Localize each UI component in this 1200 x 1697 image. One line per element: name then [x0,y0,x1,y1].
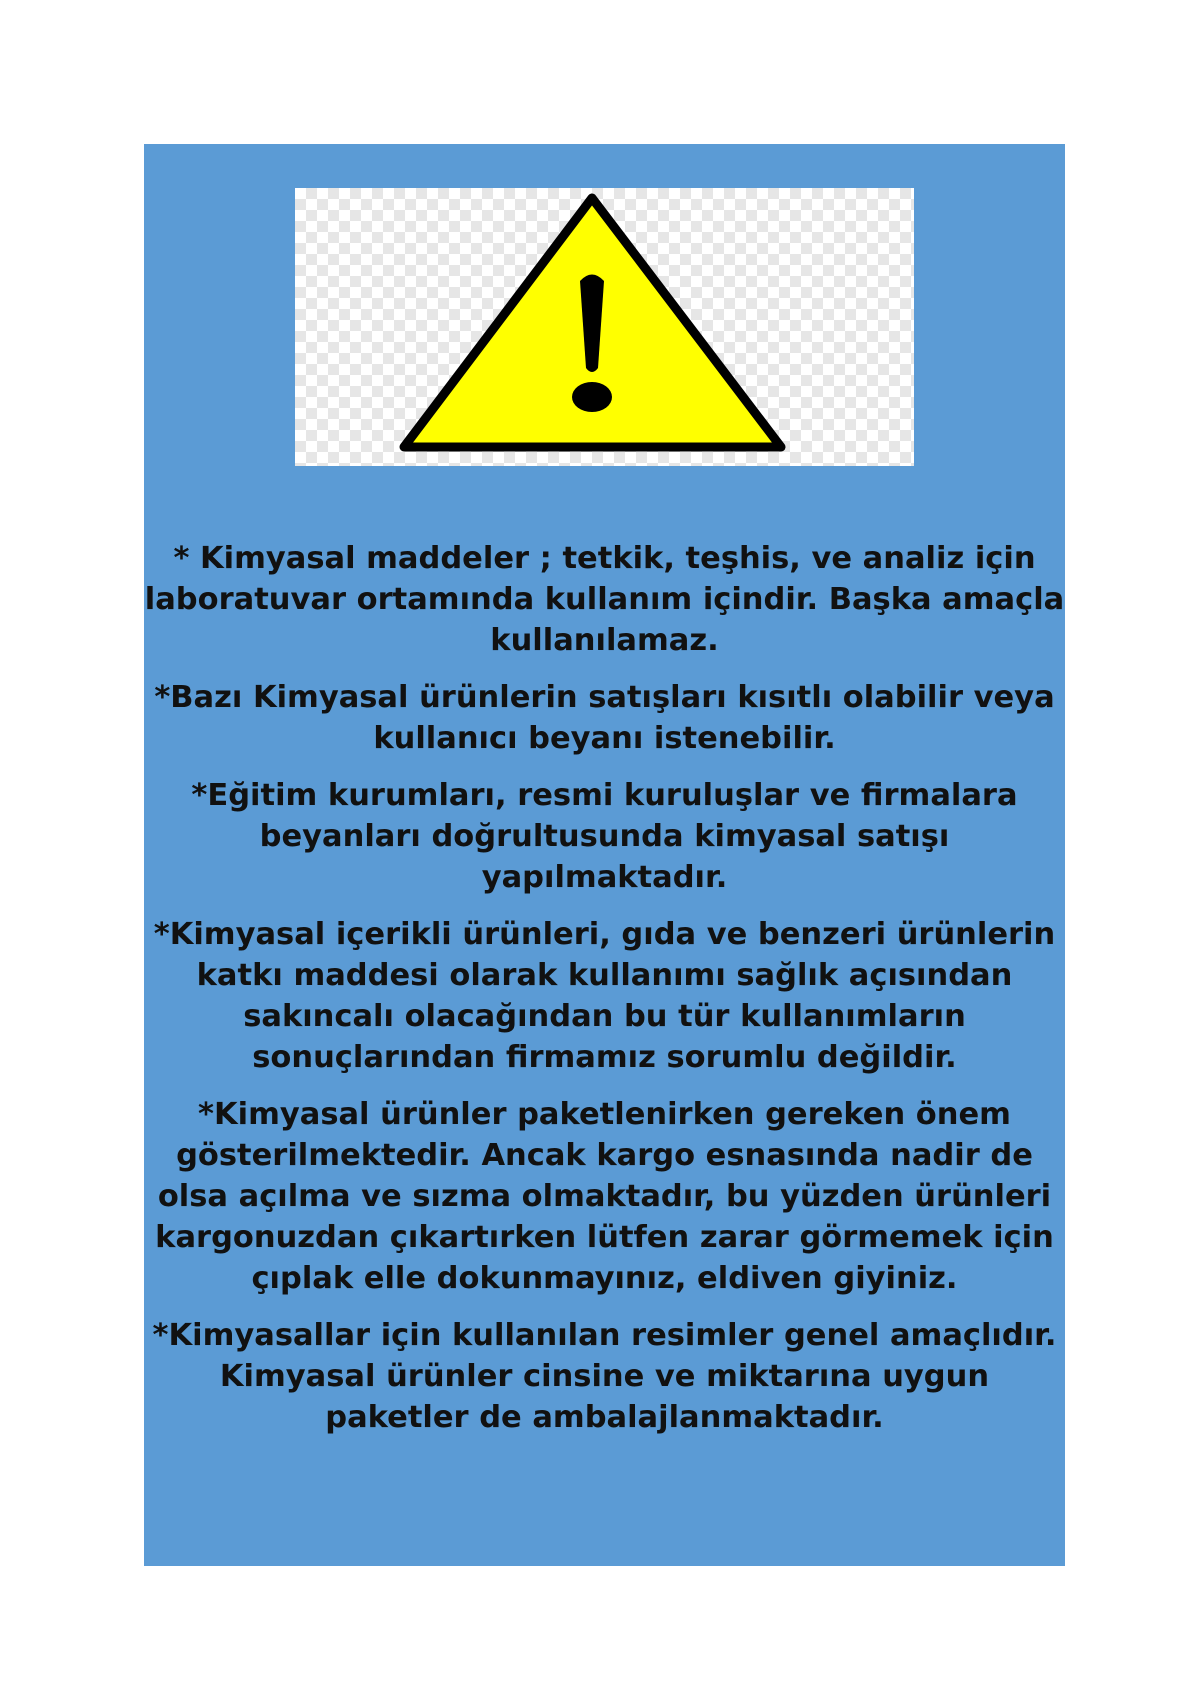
warning-sign-image [295,188,914,466]
notice-paragraph-6: *Kimyasallar için kullanılan resimler genel amaçlıdır. Kimyasal ürünler cinsine ve miktarına uygun paketler de ambalajlanmaktadır. [152,1318,1057,1435]
warning-triangle-exclamation-icon [295,188,914,466]
notice-paragraph-1: * Kimyasal maddeler ; tetkik, teşhis, ve analiz için laboratuvar ortamında kullanım içindir. Başka amaçla kullanılamaz. [144,541,1065,658]
notice-paragraph-4: *Kimyasal içerikli ürünleri, gıda ve benzeri ürünlerin katkı maddesi olarak kullanımı sağlık açısından sakıncalı olacağından bu tür kullanımların sonuçlarından firmamız sorumlu değildir. [153,917,1056,1075]
notice-paragraph-2: *Bazı Kimyasal ürünlerin satışları kısıtlı olabilir veya kullanıcı beyanı istenebilir. [154,680,1055,756]
notice-paragraph-3: *Eğitim kurumları, resmi kuruluşlar ve firmalara beyanları doğrultusunda kimyasal satışı yapılmaktadır. [191,778,1018,895]
notice-text [144,538,1065,1454]
notice-panel [144,144,1065,1566]
notice-paragraph-5: *Kimyasal ürünler paketlenirken gereken önem gösterilmektedir. Ancak kargo esnasında nadir de olsa açılma ve sızma olmaktadır, bu yüzden ürünleri kargonuzdan çıkartırken lütfen zarar görmemek için çıplak elle dokunmayınız, eldiven giyiniz. [155,1097,1054,1296]
